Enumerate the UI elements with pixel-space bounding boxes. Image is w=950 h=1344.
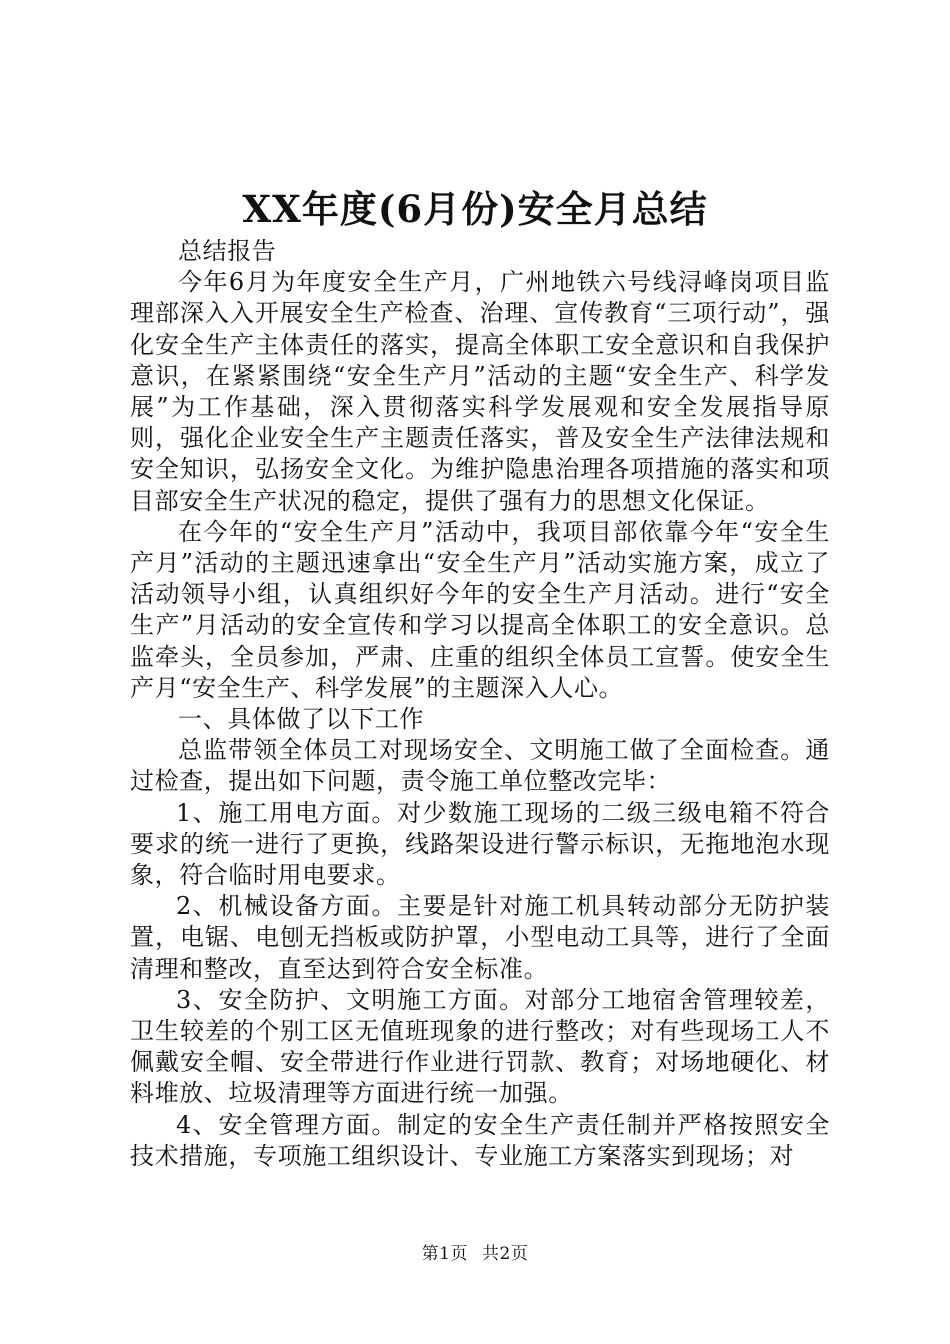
document-title: XX年度(6月份)安全月总结: [242, 187, 708, 231]
paragraph-inspection: 总监带领全体员工对现场安全、文明施工做了全面检查。通过检查，提出如下问题，责令施工单位整改完毕：: [130, 736, 830, 796]
paragraph-activities: 在今年的“安全生产月”活动中，我项目部依靠今年“安全生产月”活动的主题迅速拿出“安全生产月”活动实施方案，成立了活动领导小组，认真组织好今年的安全生产月活动。进行“安全生产”月活动的安全宣传和学习以提高全体职工的安全意识。总监牵头，全员参加，严肃、庄重的组织全体员工宣誓。使安全生产月“安全生产、科学发展”的主题深入人心。: [130, 517, 830, 702]
page-number-total: 共2页: [482, 1244, 529, 1264]
document-body: [130, 236, 830, 1172]
list-item-management: 4、安全管理方面。制定的安全生产责任制并严格按照安全技术措施，专项施工组织设计、专业施工方案落实到现场；对: [130, 1110, 830, 1170]
page-number-current: 第1页: [421, 1244, 468, 1264]
page-footer: [0, 1243, 950, 1265]
paragraph-intro: 今年6月为年度安全生产月，广州地铁六号线浔峰岗项目监理部深入入开展安全生产检查、治理、宣传教育“三项行动”，强化安全生产主体责任的落实，提高全体职工安全意识和自我保护意识，在紧紧围绕“安全生产月”活动的主题“安全生产、科学发展”为工作基础，深入贯彻落实科学发展观和安全发展指导原则，强化企业安全生产主题责任落实，普及安全生产法律法规和安全知识，弘扬安全文化。为维护隐患治理各项措施的落实和项目部安全生产状况的稳定，提供了强有力的思想文化保证。: [130, 268, 830, 515]
section-heading-work-done: 一、具体做了以下工作: [178, 705, 424, 734]
list-item-machinery: 2、机械设备方面。主要是针对施工机具转动部分无防护装置，电锯、电刨无挡板或防护罩，小型电动工具等，进行了全面清理和整改，直至达到符合安全标准。: [130, 892, 830, 983]
list-item-protection: 3、安全防护、文明施工方面。对部分工地宿舍管理较差，卫生较差的个别工区无值班现象的进行整改；对有些现场工人不佩戴安全帽、安全带进行作业进行罚款、教育；对场地硬化、材料堆放、垃圾清理等方面进行统一加强。: [130, 985, 830, 1108]
paragraph-report-label: 总结报告: [178, 237, 277, 265]
list-item-electricity: 1、施工用电方面。对少数施工现场的二级三级电箱不符合要求的统一进行了更换，线路架设进行警示标识，无拖地泡水现象，符合临时用电要求。: [130, 798, 830, 890]
